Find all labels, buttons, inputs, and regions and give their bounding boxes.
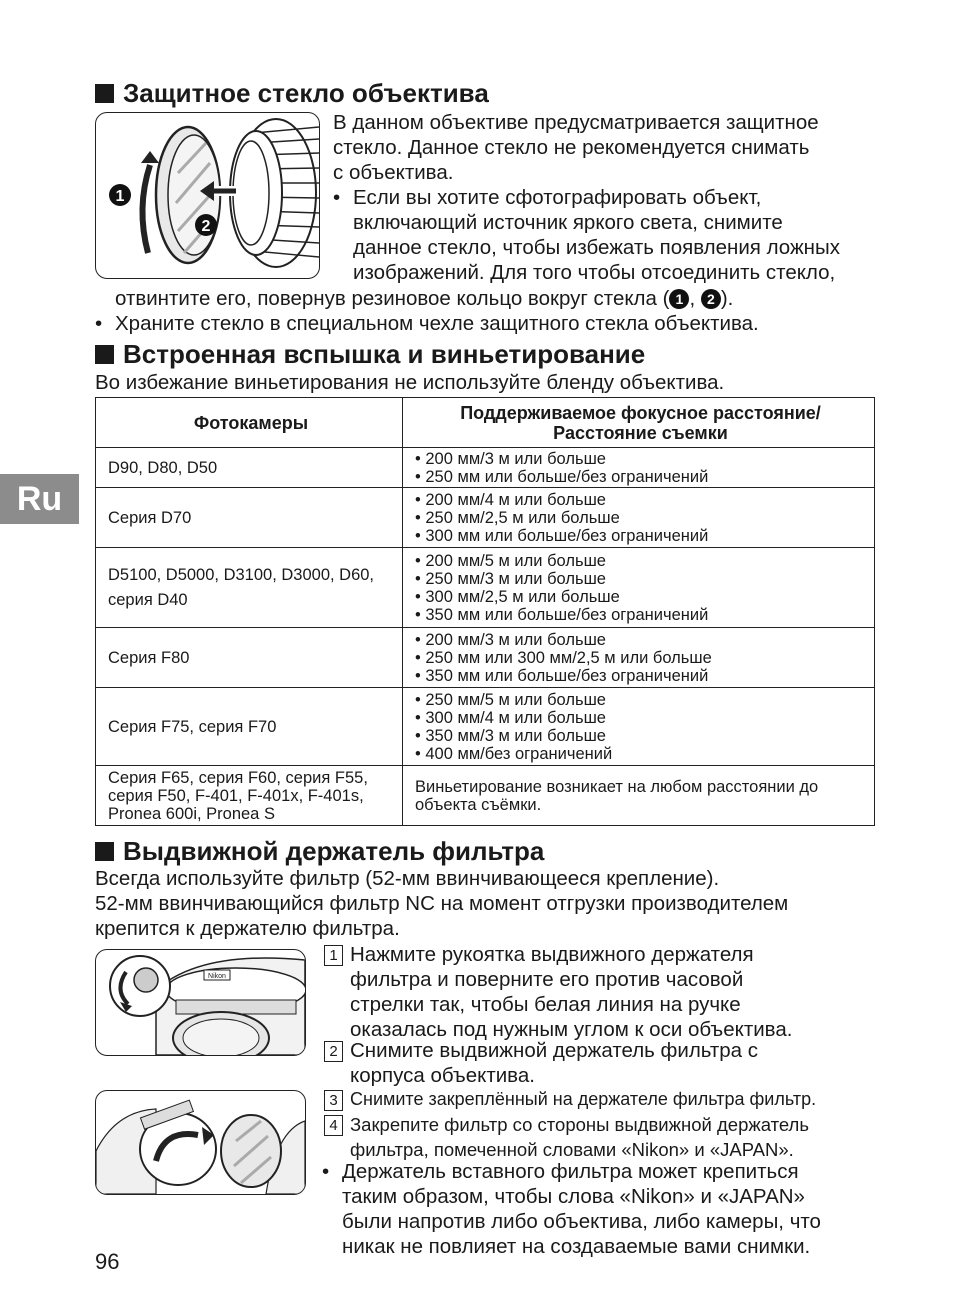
table-row [96,766,875,826]
page-number: 96 [95,1249,120,1274]
camera-cell: Серия F75, серия F70 [96,688,403,766]
header-cameras: Фотокамеры [96,398,403,448]
table-row [96,488,875,548]
step-number: 3 [324,1090,343,1111]
vignetting-table [95,397,875,826]
table-row [96,448,875,488]
header-distance: Поддерживаемое фокусное расстояние/ Расстояние съемки [403,398,875,448]
step-badge-1: 1 [669,289,689,309]
step-number: 2 [324,1041,343,1062]
camera-cell: Серия F65, серия F60, серия F55, серия F50, F-401, F-401x, F-401s, Pronea 600i, Pronea S [96,766,403,826]
filter-holder-intro: Всегда используйте фильтр (52-мм ввинчивающееся крепление). 52-мм ввинчивающийся фильтр NC на момент отгрузки производителем крепится к держателю фильтра. [95,867,789,940]
table-row [96,548,875,628]
filter-holder-rotate-illustration [95,949,306,1056]
protective-glass-illustration [95,112,320,279]
filter-removal-illustration [95,1090,306,1195]
flash-vignetting-intro: Во избежание виньетирования не используйте бленду объектива. [95,371,725,394]
svg-text:2: 2 [201,218,211,235]
section-bullet-square [95,842,114,861]
language-tab: Ru [0,474,79,524]
distance-cell: • 200 мм/3 м или больше • 250 мм или больше/без ограничений [403,448,875,488]
camera-cell: Серия D70 [96,488,403,548]
step-number: 4 [324,1115,343,1136]
storage-note: • Храните стекло в специальном чехле защитного стекла объектива. [95,312,759,335]
section-title-filter-holder: Выдвижной держатель фильтра [95,836,544,866]
bullet-dot: • [333,186,341,209]
camera-cell: D5100, D5000, D3100, D3000, D60, серия D40 [96,548,403,628]
bullet-dot: • [322,1160,330,1183]
distance-cell: • 200 мм/4 м или больше • 250 мм/2,5 м или больше • 300 мм или больше/без ограничений [403,488,875,548]
camera-cell: D90, D80, D50 [96,448,403,488]
distance-cell: • 200 мм/5 м или больше • 250 мм/3 м или больше • 300 мм/2,5 м или больше • 350 мм или больше/без ограничений [403,548,875,628]
section-bullet-square [95,345,114,364]
step-number: 1 [324,945,343,966]
camera-cell: Серия F80 [96,628,403,688]
section-title-protective-glass: Защитное стекло объектива [95,78,489,108]
bright-light-note-tail: отвинтите его, повернув резиновое кольцо вокруг стекла ( 1 , 2 ). [115,287,734,310]
distance-cell: • 200 мм/3 м или больше • 250 мм или 300 мм/2,5 м или больше • 350 мм или больше/без ограничений [403,628,875,688]
svg-text:1: 1 [115,188,125,205]
table-row [96,628,875,688]
bright-light-note: Если вы хотите сфотографировать объект, включающий источник яркого света, снимите данное стекло, чтобы избежать появления ложных изображений. Для того чтобы отсоединить стекло, [353,186,840,284]
section-title-flash-vignetting: Встроенная вспышка и виньетирование [95,339,645,369]
section-bullet-square [95,84,114,103]
table-header-row [96,398,875,448]
filter-orientation-note: Держатель вставного фильтра может крепиться таким образом, чтобы слова «Nikon» и «JAPAN» были напротив либо объектива, либо камеры, что никак не повлияет на создаваемые вами снимки. [342,1160,821,1258]
step-badge-2: 2 [701,289,721,309]
protective-glass-intro: В данном объективе предусматривается защитное стекло. Данное стекло не рекомендуется снимать с объектива. [333,111,819,184]
distance-cell: • 250 мм/5 м или больше • 300 мм/4 м или больше • 350 мм/3 м или больше • 400 мм/без ограничений [403,688,875,766]
table-row [96,688,875,766]
distance-cell: Виньетирование возникает на любом расстоянии до объекта съёмки. [403,766,875,826]
nikon-label: Nikon [208,973,226,980]
